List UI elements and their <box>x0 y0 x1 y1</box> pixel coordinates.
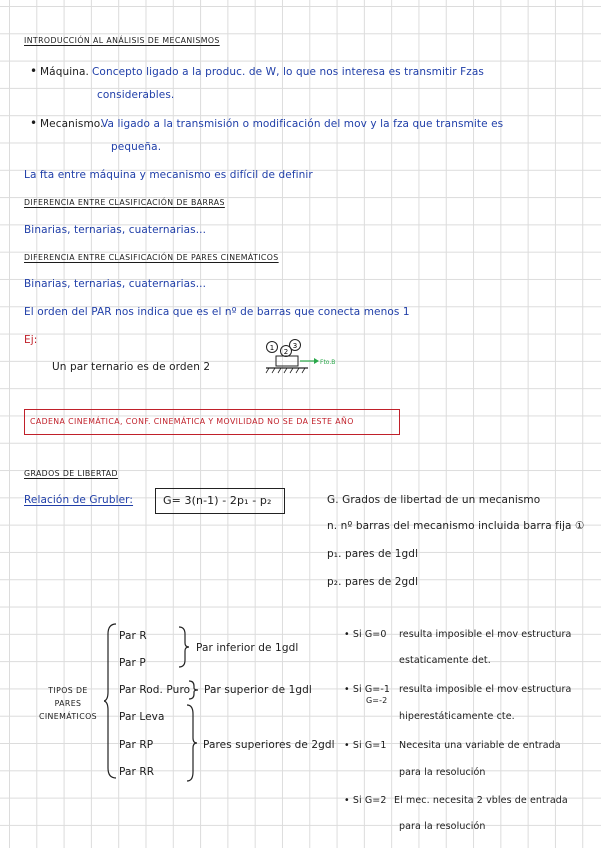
tipos-label-1: TIPOS DE <box>48 686 88 695</box>
page-title: INTRODUCCIÓN AL ANÁLISIS DE MECANISMOS <box>24 36 220 45</box>
caso-g0-cond: • Si G=0 <box>344 629 387 640</box>
group-superior: Par superior de 1gdl <box>204 684 312 696</box>
arrow-head-icon <box>314 358 319 364</box>
brace-inferior <box>178 626 190 668</box>
barras-heading: DIFERENCIA ENTRE CLASIFICACIÓN DE BARRAS <box>24 198 225 207</box>
caso-g1-line2: para la resolución <box>399 767 486 778</box>
tipos-label-2: PARES <box>54 699 82 708</box>
tipo-par-rr: Par RR <box>119 766 155 778</box>
arrow-label: Fto.B <box>320 359 336 366</box>
caso-g2-line1: El mec. necesita 2 vbles de entrada <box>394 795 568 806</box>
slider-block <box>276 356 298 366</box>
tipo-par-rp: Par RP <box>119 739 154 751</box>
pares-orden: El orden del PAR nos indica que es el nº de barras que conecta menos 1 <box>24 306 410 318</box>
gdl-heading: GRADOS DE LIBERTAD <box>24 469 118 478</box>
ternary-joint-diagram <box>262 338 354 380</box>
group-superiores-2gdl: Pares superiores de 2gdl <box>203 739 335 751</box>
brace-superior <box>188 680 200 700</box>
brace-superiores-2gdl <box>186 704 198 782</box>
grubler-label: Relación de Grubler: <box>24 494 134 506</box>
notice-text: CADENA CINEMÁTICA, CONF. CINEMÁTICA Y MOVILIDAD NO SE DA ESTE AÑO <box>30 417 354 426</box>
mecanismo-definition-cont: pequeña. <box>111 141 162 153</box>
tipo-par-rod-puro: Par Rod. Puro <box>119 684 191 696</box>
def-n: n. nº barras del mecanismo incluida barra fija ① <box>327 520 585 532</box>
pares-text: Binarias, ternarias, cuaternarias... <box>24 278 207 290</box>
caso-g0-line1: resulta imposible el mov estructura <box>399 629 572 640</box>
caso-g1-cond: • Si G=1 <box>344 740 387 751</box>
pares-heading: DIFERENCIA ENTRE CLASIFICACIÓN DE PARES CINEMÁTICOS <box>24 253 279 262</box>
link-number-2: 2 <box>283 348 289 356</box>
caso-g2-line2: para la resolución <box>399 821 486 832</box>
caso-gneg-line1: resulta imposible el mov estructura <box>399 684 572 695</box>
group-inferior: Par inferior de 1gdl <box>196 642 299 654</box>
tipo-par-r: Par R <box>119 630 147 642</box>
barras-text: Binarias, ternarias, cuaternarias... <box>24 224 207 236</box>
maquina-definition: Concepto ligado a la produc. de W, lo que nos interesa es transmitir Fzas <box>92 66 484 78</box>
caso-g2-cond: • Si G=2 <box>344 795 387 806</box>
caso-gneg-line2: hiperestáticamente cte. <box>399 711 515 722</box>
caso-g0-line2: estaticamente det. <box>399 655 491 666</box>
mecanismo-definition: Va ligado a la transmisión o modificación del mov y la fza que transmite es <box>101 118 504 130</box>
bullet-dot: • <box>30 116 38 130</box>
bullet-dot: • <box>30 64 38 78</box>
tipos-label-3: CINEMÁTICOS <box>39 712 97 721</box>
mecanismo-label: Mecanismo. <box>40 118 104 130</box>
def-g: G. Grados de libertad de un mecanismo <box>327 494 541 506</box>
def-p1: p₁. pares de 1gdl <box>327 548 419 560</box>
caso-gneg-cond: • Si G=-1 <box>344 684 391 695</box>
tipo-par-p: Par P <box>119 657 146 669</box>
ground-hatch <box>266 368 305 373</box>
left-brace <box>104 622 118 780</box>
frontera-note: La fta entre máquina y mecanismo es difícil de definir <box>24 169 313 181</box>
example-label: Ej: <box>24 334 38 346</box>
tipo-par-leva: Par Leva <box>119 711 165 723</box>
maquina-label: Máquina. <box>40 66 89 78</box>
link-number-1: 1 <box>269 344 275 352</box>
caso-g1-line1: Necesita una variable de entrada <box>399 740 561 751</box>
example-text: Un par ternario es de orden 2 <box>52 361 211 373</box>
caso-gneg-cond2: G=-2 <box>366 696 388 705</box>
link-number-3: 3 <box>292 342 298 350</box>
maquina-definition-cont: considerables. <box>97 89 175 101</box>
def-p2: p₂. pares de 2gdl <box>327 576 419 588</box>
grubler-formula: G= 3(n-1) - 2p₁ - p₂ <box>163 494 272 507</box>
